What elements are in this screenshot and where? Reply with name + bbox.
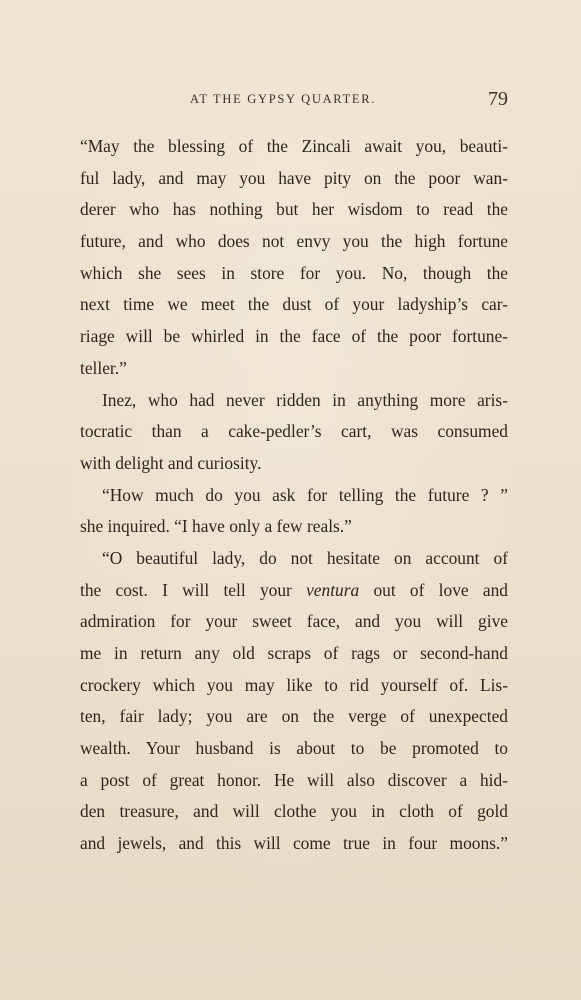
italic-word: ventura xyxy=(306,579,360,600)
text-line: a post of great honor. He will also discover a hid- xyxy=(80,769,508,790)
text-line: teller.” xyxy=(80,357,127,378)
body-text xyxy=(80,131,508,860)
text-line: with delight and curiosity. xyxy=(80,452,262,473)
text-line: ten, fair lady; you are on the verge of unexpected xyxy=(80,706,508,727)
text-line xyxy=(80,575,508,607)
text-line: and jewels, and this will come true in four moons.” xyxy=(80,833,508,854)
text-line: wealth. Your husband is about to be promoted to xyxy=(80,738,508,759)
text-line: ful lady, and may you have pity on the poor wan- xyxy=(80,167,508,188)
text-line: tocratic than a cake-pedler’s cart, was consumed xyxy=(80,421,508,442)
text-line: riage will be whirled in the face of the poor fortune- xyxy=(80,326,508,347)
text-line: future, and who does not envy you the high fortune xyxy=(80,231,508,252)
text-line: “How much do you ask for telling the future ? ” xyxy=(102,484,508,505)
chapter-title: AT THE GYPSY QUARTER. xyxy=(190,92,377,106)
text-line: which she sees in store for you. No, though the xyxy=(80,262,508,283)
text-line: Inez, who had never ridden in anything more aris- xyxy=(102,389,508,410)
text-line: den treasure, and will clothe you in cloth of gold xyxy=(80,801,508,822)
page-number: 79 xyxy=(488,88,508,110)
running-head xyxy=(0,88,581,114)
text-segment: the cost. I will tell your xyxy=(80,579,307,600)
text-segment: out of love and xyxy=(359,579,508,600)
text-line: “May the blessing of the Zincali await you, beauti- xyxy=(80,136,508,156)
text-line: she inquired. “I have only a few reals.” xyxy=(80,516,352,537)
text-line: derer who has nothing but her wisdom to read the xyxy=(80,199,508,220)
text-line: “O beautiful lady, do not hesitate on account of xyxy=(102,547,508,568)
text-line: next time we meet the dust of your ladyship’s car- xyxy=(80,294,508,315)
text-line: crockery which you may like to rid yourself of. Lis- xyxy=(80,674,508,695)
text-line: me in return any old scraps of rags or second-hand xyxy=(80,643,508,663)
text-line: admiration for your sweet face, and you will give xyxy=(80,611,508,632)
